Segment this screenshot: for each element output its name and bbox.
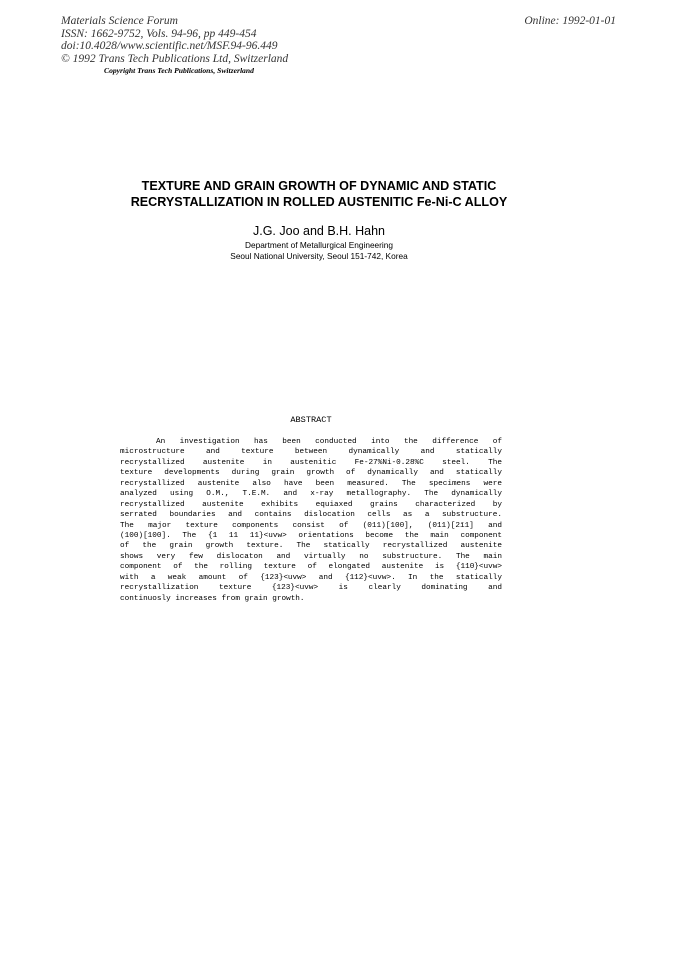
abstract-line: recrystallization texture {123}<uvw> is clearly dominating and [120, 584, 502, 593]
abstract-line: recrystallized austenite in austenitic Fe-27%Ni-0.28%C steel. The [120, 458, 502, 467]
abstract-line: shows very few dislocaton and virtually no substructure. The main [120, 552, 502, 561]
abstract-line: of the grain growth texture. The statically recrystallized austenite [120, 542, 502, 551]
doi-link[interactable]: doi:10.4028/www.scientific.net/MSF.94-96.449 [61, 40, 278, 53]
abstract-body [120, 437, 502, 604]
title-line-2: RECRYSTALLIZATION IN ROLLED AUSTENITIC Fe-Ni-C ALLOY [130, 195, 508, 209]
abstract-line: continuosly increases from grain growth. [120, 594, 305, 603]
abstract-line: texture developments during grain growth of dynamically and statically [120, 469, 502, 478]
online-date: Online: 1992-01-01 [524, 15, 616, 27]
abstract-line: with a weak amount of {123}<uvw> and {112}<uvw>. In the statically [120, 573, 502, 582]
title-line-1: TEXTURE AND GRAIN GROWTH OF DYNAMIC AND STATIC [141, 179, 497, 193]
issn-line: ISSN: 1662-9752, Vols. 94-96, pp 449-454 [61, 27, 257, 40]
abstract-line: serrated boundaries and contains dislocation cells as a substructure. [120, 511, 502, 520]
abstract-line: The major texture components consist of (011)[100], (011)[2ī1] and [120, 521, 502, 530]
abstract-line: analyzed using O.M., T.E.M. and x-ray metallography. The dynamically [120, 490, 502, 499]
affiliation-line-2: Seoul National University, Seoul 151-742, Korea [230, 251, 408, 261]
abstract-line: component of the rolling texture of elongated austenite is {110}<uvw> [120, 563, 502, 572]
affiliation [0, 240, 638, 262]
abstract-line: recrystallized austenite exhibits equiaxed grains characterized by [120, 500, 502, 509]
affiliation-line-1: Department of Metallurgical Engineering [244, 240, 394, 250]
abstract-line: recrystallized austenite also have been measured. The specimens were [120, 479, 502, 488]
publisher-line: © 1992 Trans Tech Publications Ltd, Switzerland [61, 52, 289, 65]
journal-name: Materials Science Forum [61, 15, 178, 27]
abstract-line: (100)[100]. The {1 11 11}<uvw> orientations become the main component [120, 531, 502, 540]
abstract-heading: ABSTRACT [290, 415, 332, 425]
paper-title [0, 178, 638, 210]
copyright-notice: Copyright Trans Tech Publications, Switzerland [104, 66, 254, 75]
abstract-line: microstructure and texture between dynamically and statically [120, 448, 502, 457]
abstract-line: An investigation has been conducted into the difference of [156, 438, 502, 446]
authors: J.G. Joo and B.H. Hahn [252, 224, 385, 238]
journal-header [61, 15, 288, 65]
